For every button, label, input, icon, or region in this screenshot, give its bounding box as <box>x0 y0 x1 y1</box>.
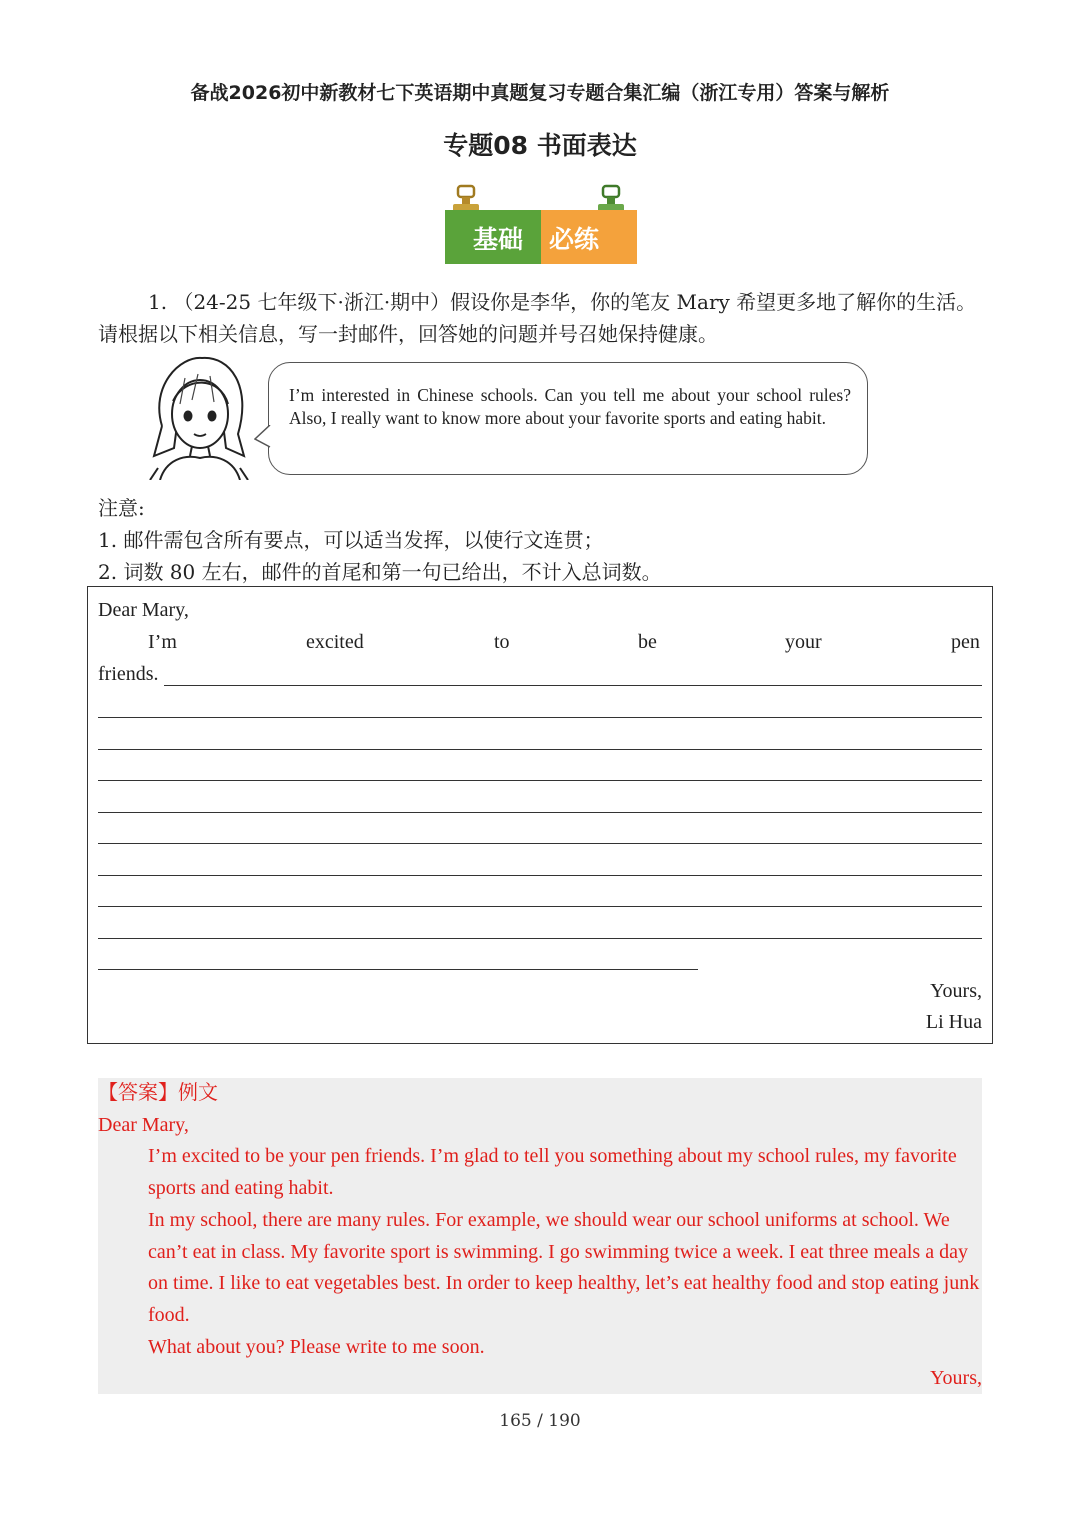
question-prompt <box>98 286 986 350</box>
answer-line[interactable] <box>164 685 982 686</box>
answer-greeting: Dear Mary, <box>98 1113 189 1136</box>
note-item: 1. 邮件需包含所有要点，可以适当发挥，以使行文连贯； <box>98 528 604 552</box>
notes-section <box>98 492 998 588</box>
answer-line[interactable] <box>98 875 982 876</box>
writing-word: pen <box>951 631 980 653</box>
writing-answer-box <box>87 586 993 1044</box>
writing-word: excited <box>306 631 364 653</box>
section-title: 专题08 书面表达 <box>443 131 637 160</box>
writing-word: to <box>494 631 510 653</box>
right-clip-icon <box>598 186 624 213</box>
speech-bubble-tail <box>254 425 274 449</box>
answer-paragraph: I’m excited to be your pen friends. I’m glad to tell you something about my school rules, my favorite sports and eating habit. <box>148 1145 957 1200</box>
answer-paragraph: What about you? Please write to me soon. <box>148 1335 485 1358</box>
writing-word: I’m <box>148 631 177 653</box>
note-item: 2. 词数 80 左右，邮件的首尾和第一句已给出，不计入总词数。 <box>98 560 662 584</box>
writing-word: be <box>638 631 657 653</box>
notes-heading: 注意: <box>98 496 145 520</box>
answer-line[interactable] <box>98 906 982 907</box>
answer-section <box>98 1078 982 1394</box>
badge-left-text: 基础 <box>473 225 524 254</box>
question-text: （24-25 七年级下·浙江·期中）假设你是李华，你的笔友 Mary 希望更多地了解你的生活。请根据以下相关信息，写一封邮件，回答她的问题并号召她保持健康。 <box>98 290 977 346</box>
answer-line[interactable] <box>98 969 698 970</box>
writing-closing: Yours, <box>930 980 982 1002</box>
question-number: 1. <box>148 290 168 314</box>
girl-avatar-illustration <box>140 356 258 480</box>
writing-signature: Li Hua <box>925 1011 982 1033</box>
answer-line[interactable] <box>98 843 982 844</box>
answer-paragraph: In my school, there are many rules. For example, we should wear our school uniforms at school. We can’t eat in class. My favorite sport is swimming. I go swimming twice a week. I eat three meals a day on time. I like to eat vegetables best. In order to keep healthy, let’s eat healthy food and stop eating junk food. <box>148 1208 980 1326</box>
answer-closing: Yours, <box>930 1367 982 1390</box>
writing-second-line-start: friends. <box>98 663 159 685</box>
badge-right-text: 必练 <box>549 225 600 254</box>
left-clip-icon <box>453 186 479 213</box>
document-header: 备战2026初中新教材七下英语期中真题复习专题合集汇编（浙江专用）答案与解析 <box>190 82 890 104</box>
answer-line[interactable] <box>98 938 982 939</box>
answer-line[interactable] <box>98 749 982 750</box>
writing-greeting: Dear Mary, <box>98 599 189 621</box>
writing-word: your <box>785 631 822 653</box>
speech-bubble-text: I’m interested in Chinese schools. Can you tell me about your school rules? Also, I really want to know more about your favorite sports and eating habit. <box>289 385 851 428</box>
answer-line[interactable] <box>98 717 982 718</box>
answer-label: 【答案】例文 <box>98 1082 218 1104</box>
answer-line[interactable] <box>98 780 982 781</box>
page-number: 165 / 190 <box>499 1411 581 1431</box>
basic-practice-badge <box>443 182 639 266</box>
answer-line[interactable] <box>98 812 982 813</box>
